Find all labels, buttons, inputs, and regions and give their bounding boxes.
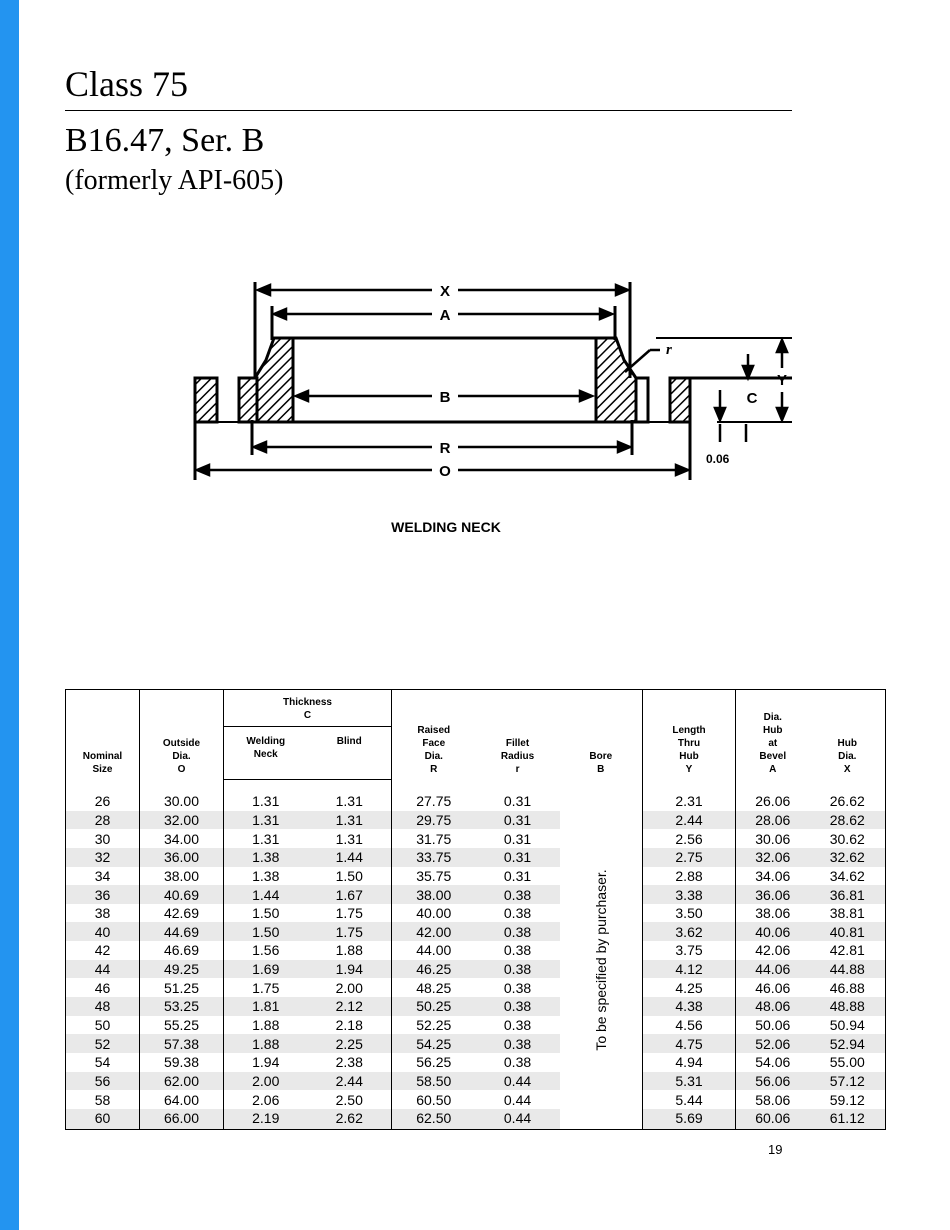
cell-outside-dia: 53.25 [140, 997, 224, 1016]
cell-nominal-size: 50 [66, 1016, 140, 1035]
cell-welding-neck: 2.06 [252, 1091, 280, 1108]
welding-neck-flange-drawing [180, 270, 820, 550]
cell-nominal-size: 42 [66, 941, 140, 960]
cell-outside-dia: 49.25 [140, 960, 224, 979]
cell-outside-dia: 57.38 [140, 1034, 224, 1053]
table-row [66, 1016, 886, 1035]
cell-outside-dia: 64.00 [140, 1090, 224, 1109]
cell-outside-dia: 40.69 [140, 885, 224, 904]
cell-nominal-size: 58 [66, 1090, 140, 1109]
table-row [66, 941, 886, 960]
cell-length-thru-hub: 3.62 [643, 922, 736, 941]
cell-fillet-radius: 0.44 [503, 1091, 532, 1108]
cell-blind: 1.31 [308, 792, 392, 811]
cell-fillet-radius: 0.38 [476, 997, 560, 1016]
cell-welding-neck: 1.31 [252, 830, 280, 847]
cell-blind: 2.38 [308, 1053, 392, 1072]
header-dia-hub-bevel: Dia. Hub at Bevel A [759, 711, 787, 775]
cell-length-thru-hub: 3.38 [643, 885, 736, 904]
cell-hub-dia: 26.62 [829, 793, 865, 810]
cell-blind: 1.67 [308, 885, 392, 904]
cell-welding-neck: 1.50 [252, 905, 280, 922]
cell-dia-hub-bevel: 26.06 [755, 793, 791, 810]
flange-section-right [596, 338, 690, 422]
page-number: 19 [768, 1142, 783, 1157]
page-title: Class 75 [65, 64, 189, 104]
table-row [66, 1072, 886, 1091]
cell-fillet-radius: 0.44 [476, 1109, 560, 1129]
cell-fillet-radius: 0.31 [503, 793, 532, 810]
cell-welding-neck: 1.75 [252, 979, 280, 996]
cell-raised-face: 48.25 [416, 979, 452, 996]
table-row [66, 829, 886, 848]
cell-dia-hub-bevel: 54.06 [755, 1054, 791, 1071]
cell-fillet-radius: 0.31 [503, 830, 532, 847]
cell-hub-dia: 32.62 [810, 848, 886, 867]
cell-length-thru-hub: 4.75 [643, 1034, 736, 1053]
cell-length-thru-hub: 5.69 [643, 1109, 736, 1129]
table-row [66, 867, 886, 886]
cell-blind: 2.50 [308, 1090, 392, 1109]
table-row [66, 1034, 886, 1053]
cell-raised-face: 33.75 [392, 848, 476, 867]
table-row [66, 922, 886, 941]
cell-outside-dia: 30.00 [140, 792, 224, 811]
cell-outside-dia: 42.69 [140, 904, 224, 923]
cell-blind: 1.50 [308, 867, 392, 886]
cell-length-thru-hub: 4.94 [643, 1053, 736, 1072]
table-row [66, 904, 886, 923]
cell-length-thru-hub: 2.88 [643, 867, 736, 886]
cell-outside-dia: 32.00 [140, 811, 224, 830]
table-row [66, 811, 886, 830]
cell-fillet-radius: 0.38 [503, 1054, 532, 1071]
cell-welding-neck: 2.19 [224, 1109, 308, 1129]
cell-length-thru-hub: 2.44 [643, 811, 736, 830]
cell-hub-dia: 42.81 [829, 942, 865, 959]
cell-blind: 2.25 [308, 1034, 392, 1053]
cell-length-thru-hub: 3.75 [643, 941, 736, 960]
bore-note: To be specified by purchaser. [592, 869, 609, 1051]
cell-nominal-size: 56 [66, 1072, 140, 1091]
cell-nominal-size: 28 [66, 811, 140, 830]
flange-section-left [195, 338, 293, 422]
cell-dia-hub-bevel: 32.06 [736, 848, 810, 867]
cell-blind: 2.00 [308, 978, 392, 997]
header-blind: Blind [308, 727, 392, 780]
cell-welding-neck: 1.38 [252, 867, 280, 884]
cell-welding-neck: 1.38 [224, 848, 308, 867]
cell-length-thru-hub: 2.75 [643, 848, 736, 867]
cell-dia-hub-bevel: 42.06 [755, 942, 791, 959]
dimensions-table [65, 689, 886, 1130]
table-row [66, 1090, 886, 1109]
cell-blind: 1.44 [308, 848, 392, 867]
cell-raised-face: 62.50 [392, 1109, 476, 1129]
cell-nominal-size: 44 [66, 960, 140, 979]
cell-blind: 1.94 [308, 960, 392, 979]
cell-dia-hub-bevel: 30.06 [755, 830, 791, 847]
cell-outside-dia: 46.69 [140, 941, 224, 960]
cell-dia-hub-bevel: 28.06 [736, 811, 810, 830]
table-row [66, 960, 886, 979]
header-nominal-size: Nominal Size [66, 690, 140, 780]
cell-hub-dia: 34.62 [829, 867, 865, 884]
header-outside-dia: Outside Dia. O [140, 690, 224, 780]
cell-welding-neck: 1.69 [224, 960, 308, 979]
cell-dia-hub-bevel: 46.06 [755, 979, 791, 996]
cell-blind: 2.44 [308, 1072, 392, 1091]
cell-dia-hub-bevel: 34.06 [755, 867, 791, 884]
cell-hub-dia: 36.81 [810, 885, 886, 904]
cell-fillet-radius: 0.38 [503, 905, 532, 922]
cell-welding-neck: 2.00 [224, 1072, 308, 1091]
cell-welding-neck: 1.44 [224, 885, 308, 904]
cell-dia-hub-bevel: 48.06 [736, 997, 810, 1016]
cell-nominal-size: 36 [66, 885, 140, 904]
cell-outside-dia: 51.25 [140, 978, 224, 997]
side-accent-bar [0, 0, 19, 1230]
cell-raised-face: 35.75 [416, 867, 452, 884]
label-c: C [746, 390, 758, 407]
cell-length-thru-hub: 3.50 [643, 904, 736, 923]
cell-blind: 1.75 [308, 922, 392, 941]
cell-hub-dia: 30.62 [829, 830, 865, 847]
cell-dia-hub-bevel: 58.06 [755, 1091, 791, 1108]
cell-hub-dia: 52.94 [810, 1034, 886, 1053]
table-row [66, 885, 886, 904]
header-welding-neck: Welding Neck [224, 727, 308, 780]
label-a: A [439, 307, 451, 324]
cell-nominal-size: 40 [66, 922, 140, 941]
label-y: Y [776, 372, 788, 389]
cell-raised-face: 50.25 [392, 997, 476, 1016]
cell-fillet-radius: 0.38 [503, 979, 532, 996]
cell-blind: 2.62 [308, 1109, 392, 1129]
cell-nominal-size: 38 [66, 904, 140, 923]
cell-raised-face: 31.75 [416, 830, 452, 847]
label-r: R [439, 440, 451, 457]
cell-welding-neck: 1.88 [224, 1034, 308, 1053]
cell-welding-neck: 1.88 [252, 1017, 280, 1033]
cell-raised-face: 60.50 [416, 1091, 452, 1108]
cell-welding-neck: 1.94 [252, 1054, 280, 1071]
cell-nominal-size: 26 [66, 792, 140, 811]
cell-outside-dia: 44.69 [140, 922, 224, 941]
cell-dia-hub-bevel: 36.06 [736, 885, 810, 904]
cell-dia-hub-bevel: 44.06 [736, 960, 810, 979]
cell-fillet-radius: 0.38 [476, 1034, 560, 1053]
cell-fillet-radius: 0.38 [476, 960, 560, 979]
cell-fillet-radius: 0.38 [503, 1017, 532, 1033]
table-row [66, 978, 886, 997]
cell-blind: 2.12 [308, 997, 392, 1016]
label-b: B [439, 389, 451, 406]
cell-hub-dia: 50.94 [829, 1017, 865, 1033]
cell-hub-dia: 61.12 [810, 1109, 886, 1129]
cell-welding-neck: 1.31 [252, 793, 280, 810]
cell-fillet-radius: 0.31 [476, 811, 560, 830]
cell-nominal-size: 52 [66, 1034, 140, 1053]
cell-hub-dia: 28.62 [810, 811, 886, 830]
cell-welding-neck: 1.56 [252, 942, 280, 959]
cell-raised-face: 44.00 [416, 942, 452, 959]
cell-welding-neck: 1.50 [224, 922, 308, 941]
cell-dia-hub-bevel: 60.06 [736, 1109, 810, 1129]
cell-nominal-size: 60 [66, 1109, 140, 1129]
cell-hub-dia: 46.88 [829, 979, 865, 996]
cell-outside-dia: 38.00 [140, 867, 224, 886]
cell-dia-hub-bevel: 40.06 [736, 922, 810, 941]
header-length-thru-hub: Length Thru Hub Y [643, 690, 736, 780]
header-raised-face: Raised Face Dia. R [417, 724, 451, 775]
cell-dia-hub-bevel: 38.06 [755, 905, 791, 922]
cell-hub-dia: 48.88 [810, 997, 886, 1016]
cell-fillet-radius: 0.44 [476, 1072, 560, 1091]
cell-welding-neck: 1.31 [224, 811, 308, 830]
cell-raised-face: 58.50 [392, 1072, 476, 1091]
cell-hub-dia: 55.00 [829, 1054, 865, 1071]
cell-length-thru-hub: 2.31 [643, 792, 736, 811]
cell-raised-face: 29.75 [392, 811, 476, 830]
cell-fillet-radius: 0.38 [476, 885, 560, 904]
cell-length-thru-hub: 4.12 [643, 960, 736, 979]
cell-raised-face: 54.25 [392, 1034, 476, 1053]
cell-raised-face: 46.25 [392, 960, 476, 979]
cell-dia-hub-bevel: 50.06 [755, 1017, 791, 1033]
label-raised-face: 0.06 [706, 452, 730, 466]
cell-fillet-radius: 0.38 [503, 942, 532, 959]
cell-length-thru-hub: 4.25 [643, 978, 736, 997]
cell-hub-dia: 44.88 [810, 960, 886, 979]
table-row [66, 848, 886, 867]
cell-hub-dia: 38.81 [829, 905, 865, 922]
label-fillet-r: r [666, 342, 672, 358]
cell-hub-dia: 57.12 [810, 1072, 886, 1091]
bore-note-cell [560, 792, 643, 1129]
cell-raised-face: 38.00 [392, 885, 476, 904]
cell-raised-face: 27.75 [416, 793, 452, 810]
cell-nominal-size: 30 [66, 829, 140, 848]
title-divider [65, 110, 792, 111]
cell-blind: 1.31 [308, 811, 392, 830]
cell-nominal-size: 46 [66, 978, 140, 997]
cell-raised-face: 40.00 [416, 905, 452, 922]
table-row [66, 792, 886, 811]
header-hub-dia: Hub Dia. X [837, 737, 857, 775]
table-row [66, 1053, 886, 1072]
cell-outside-dia: 36.00 [140, 848, 224, 867]
cell-raised-face: 42.00 [392, 922, 476, 941]
drawing-caption: WELDING NECK [391, 519, 501, 535]
cell-blind: 2.18 [308, 1016, 392, 1035]
header-thickness: Thickness C [224, 690, 392, 727]
cell-length-thru-hub: 5.31 [643, 1072, 736, 1091]
cell-length-thru-hub: 5.44 [643, 1090, 736, 1109]
cell-dia-hub-bevel: 52.06 [736, 1034, 810, 1053]
table-row [66, 1109, 886, 1129]
cell-outside-dia: 55.25 [140, 1016, 224, 1035]
label-o: O [439, 463, 451, 480]
cell-hub-dia: 59.12 [829, 1091, 865, 1108]
cell-outside-dia: 62.00 [140, 1072, 224, 1091]
standard-title: B16.47, Ser. B [65, 122, 265, 159]
cell-fillet-radius: 0.31 [503, 867, 532, 884]
cell-blind: 1.88 [308, 941, 392, 960]
label-x: X [439, 283, 451, 300]
cell-length-thru-hub: 2.56 [643, 829, 736, 848]
cell-blind: 1.31 [308, 829, 392, 848]
cell-nominal-size: 54 [66, 1053, 140, 1072]
cell-outside-dia: 66.00 [140, 1109, 224, 1129]
cell-raised-face: 52.25 [416, 1017, 452, 1033]
cell-fillet-radius: 0.31 [476, 848, 560, 867]
cell-dia-hub-bevel: 56.06 [736, 1072, 810, 1091]
standard-subtitle: (formerly API-605) [65, 165, 284, 196]
cell-length-thru-hub: 4.38 [643, 997, 736, 1016]
cell-blind: 1.75 [308, 904, 392, 923]
table-row [66, 997, 886, 1016]
cell-fillet-radius: 0.38 [476, 922, 560, 941]
cell-nominal-size: 34 [66, 867, 140, 886]
cell-nominal-size: 48 [66, 997, 140, 1016]
cell-nominal-size: 32 [66, 848, 140, 867]
header-bore: Bore B [560, 690, 643, 780]
cell-welding-neck: 1.81 [224, 997, 308, 1016]
cell-hub-dia: 40.81 [810, 922, 886, 941]
cell-outside-dia: 59.38 [140, 1053, 224, 1072]
cell-raised-face: 56.25 [416, 1054, 452, 1071]
header-fillet-radius: Fillet Radius r [500, 737, 535, 775]
cell-outside-dia: 34.00 [140, 829, 224, 848]
cell-length-thru-hub: 4.56 [643, 1016, 736, 1035]
